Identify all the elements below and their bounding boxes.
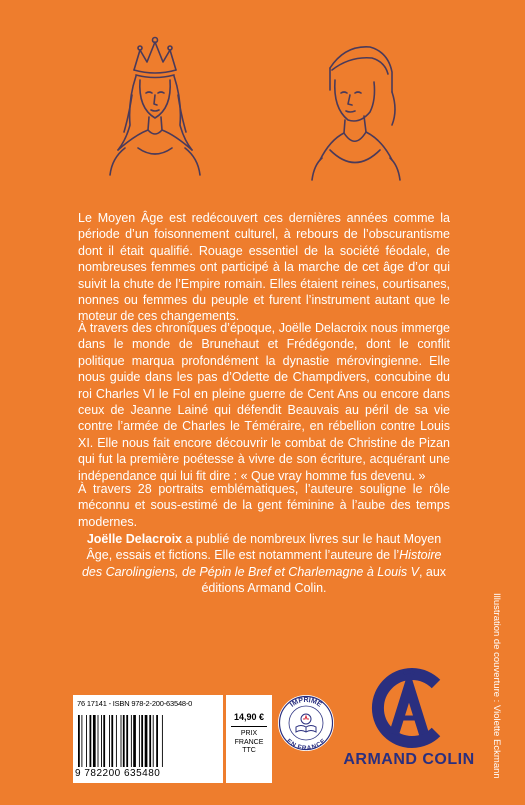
barcode-bar xyxy=(133,715,136,767)
price-label-1: PRIX xyxy=(240,730,258,737)
barcode-bar xyxy=(162,715,163,767)
barcode-bar xyxy=(139,715,140,767)
isbn-line: 76 17141 - ISBN 978-2-200-63548-0 xyxy=(77,699,193,708)
seal-top-text: IMPRIMÉ xyxy=(289,697,323,709)
author-note xyxy=(78,531,450,597)
seal-bottom-text: EN FRANCE xyxy=(284,737,328,752)
barcode-bar xyxy=(93,715,96,767)
author-name: Joëlle Delacroix xyxy=(86,532,183,546)
barcode-bar xyxy=(109,715,110,767)
chronicles-paragraph: À travers des chroniques d’époque, Joëlle Delacroix nous immerge dans le monde de Brunehaut et Frédégonde, dont le conflit politique marqua profondément la dynastie mérovingienne. Elle nous guide dans les pas d’Odette de Champdivers, concubine du roi Charles VI le Fol en pleine guerre de Cent Ans ou encore dans ceux de Jeanne Lainé qui défendit Beauvais au péril de sa vie contre l’armée de Charles le Téméraire, en rébellion contre Louis XI. Elle nous fait encore découvrir le combat de Christine de Pizan qui fut la première poétesse à vivre de son écriture, acquérant une indépendance qui lui fit dire : « Que vray homme fus devenu. » xyxy=(78,321,450,483)
barcode-bar xyxy=(78,715,80,767)
imprime-en-france-seal xyxy=(277,694,335,752)
barcode-number: 9 782200 635480 xyxy=(75,768,161,779)
barcode-box xyxy=(73,695,223,783)
book-title: Histoire des Carolingiens, de Pépin le Bref et Charlemagne à Louis V xyxy=(81,548,442,579)
publisher-name: ARMAND COLIN xyxy=(343,751,475,768)
barcode-bar xyxy=(131,715,132,767)
barcode-bar xyxy=(156,715,158,767)
barcode-bar xyxy=(86,715,87,767)
portraits-paragraph: À travers 28 portraits emblématiques, l’auteure souligne le rôle méconnu et sous-estimé de la gent féminine à l’aube des temps modernes. xyxy=(78,482,450,529)
armand-colin-logo xyxy=(352,668,466,748)
barcode-bar xyxy=(141,715,143,767)
author-note-text-1: a publié de nombreux livres sur le haut Moyen Âge, essais et fictions. Elle est notamment l’auteure de l’ xyxy=(86,532,442,563)
barcode-bar xyxy=(126,715,128,767)
price-box xyxy=(226,695,272,783)
price-label-3: TTC xyxy=(242,747,256,754)
cover-illustration-credit: Illustration de couverture : Violette Eckmann xyxy=(491,593,502,779)
barcode-bar xyxy=(111,715,113,767)
barcode-bar xyxy=(121,715,122,767)
barcode-bar xyxy=(116,715,117,767)
intro-paragraph: Le Moyen Âge est redécouvert ces dernières années comme la période d’un foisonnement culturel, à rebours de l’obscurantisme dont il était qualifié. Rouage essentiel de la société féodale, de nombreuses femmes ont participé à la marche de cet âge d’or qui suivit la chute de l’Empire romain. Elles étaient reines, courtisanes, nonnes ou femmes du peuple et furent l’instrument autant que le moteur de ces changements. xyxy=(78,211,450,324)
author-note-text-2: , aux éditions Armand Colin. xyxy=(201,564,447,596)
barcode-bar xyxy=(123,715,125,767)
barcode-bar xyxy=(101,715,102,767)
barcode-bar xyxy=(149,715,151,767)
barcode-bar xyxy=(103,715,105,767)
price-label xyxy=(226,730,272,756)
barcode-bar xyxy=(98,715,99,767)
price-label-2: FRANCE xyxy=(234,738,264,746)
price-value: 14,90 € xyxy=(233,712,265,722)
barcode-bar xyxy=(81,715,82,767)
barcode-bar xyxy=(153,715,154,767)
portrait-illustrations xyxy=(0,0,525,200)
barcode-bar xyxy=(90,715,92,767)
hennin-lady-portrait xyxy=(312,47,400,180)
crowned-queen-portrait xyxy=(110,38,200,176)
ac-monogram-icon xyxy=(378,672,436,742)
barcode-bars xyxy=(77,715,181,767)
price-divider xyxy=(231,726,267,727)
barcode-bar xyxy=(145,715,148,767)
